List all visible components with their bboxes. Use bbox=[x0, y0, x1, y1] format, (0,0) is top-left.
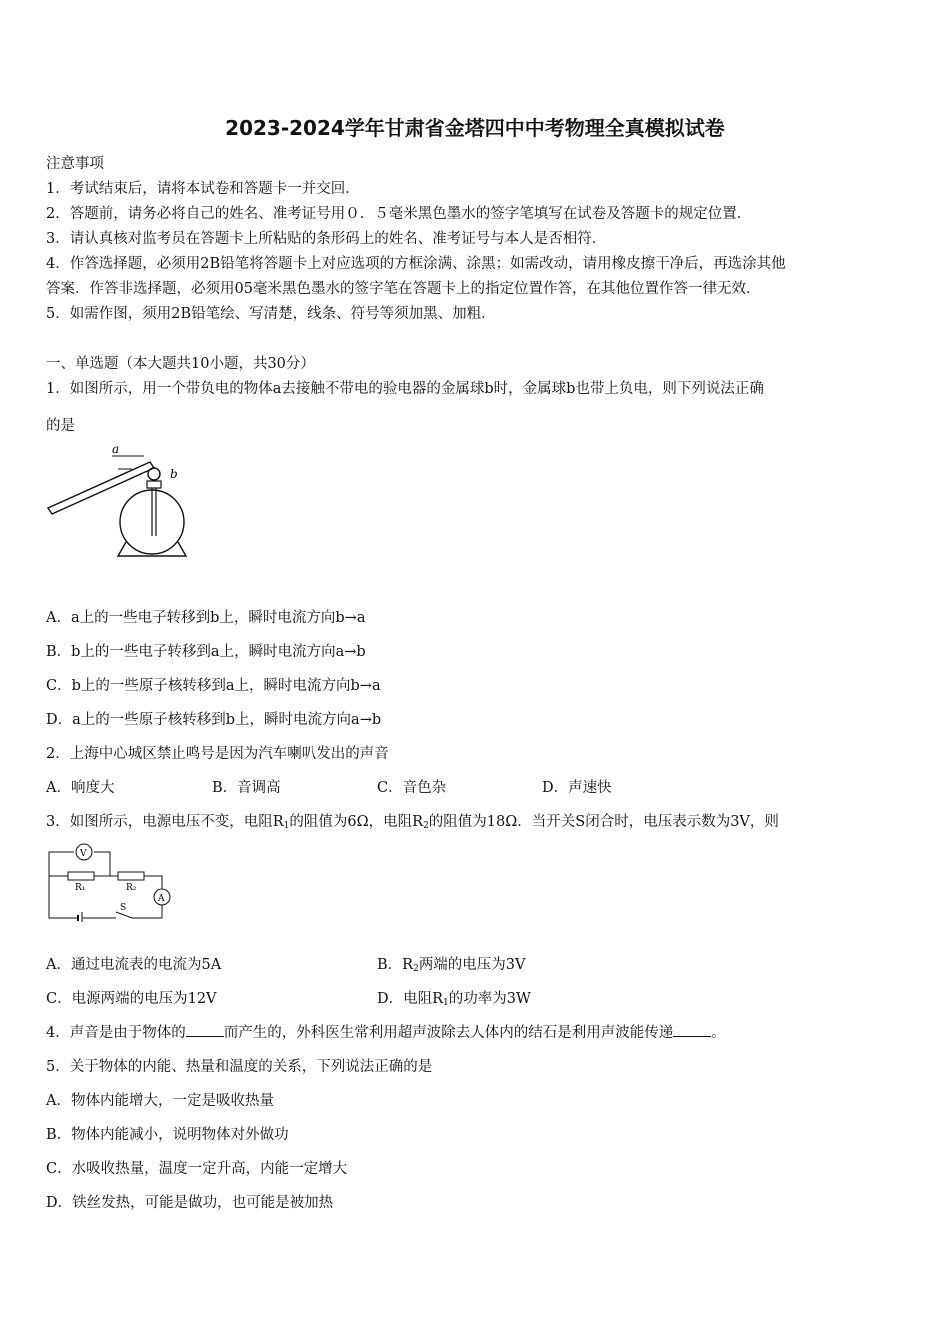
svg-text:R₂: R₂ bbox=[126, 883, 137, 893]
q5-option-d: D．铁丝发热，可能是做功，也可能是被加热 bbox=[46, 1195, 334, 1211]
q3-option-a: A．通过电流表的电流为5A bbox=[46, 957, 222, 973]
q2-option-a: A．响度大 bbox=[46, 780, 115, 796]
q2-option-d: D．声速快 bbox=[542, 780, 612, 796]
svg-text:V: V bbox=[80, 849, 87, 859]
q3-option-c: C．电源两端的电压为12V bbox=[46, 991, 217, 1007]
label-a: a bbox=[112, 442, 120, 456]
note-item: 1．考试结束后，请将本试卷和答题卡一并交回． bbox=[46, 181, 360, 197]
q5-option-a: A．物体内能增大，一定是吸收热量 bbox=[46, 1093, 274, 1109]
stopper bbox=[147, 481, 161, 488]
q4-stem: 4．声音是由于物体的 而产生的，外科医生常利用超声波除去人体内的结石是利用声波能传递 。 bbox=[46, 1025, 726, 1041]
resistor-r1 bbox=[68, 872, 94, 880]
circuit-figure bbox=[46, 840, 176, 922]
q1-option-d: D．a上的一些原子核转移到b上，瞬时电流方向a→b bbox=[46, 712, 382, 728]
answer-blank bbox=[673, 1024, 711, 1037]
note-item: 4．作答选择题，必须用2B铅笔将答题卡上对应选项的方框涂满、涂黑；如需改动，请用橡皮擦干净后，再选涂其他 bbox=[46, 256, 786, 272]
q1-stem-cont: 的是 bbox=[46, 418, 75, 434]
q1-stem: 1．如图所示，用一个带负电的物体a去接触不带电的验电器的金属球b时，金属球b也带上负电，则下列说法正确 bbox=[46, 381, 764, 397]
q5-stem: 5．关于物体的内能、热量和温度的关系，下列说法正确的是 bbox=[46, 1059, 433, 1075]
svg-text:S: S bbox=[120, 903, 127, 913]
notes-heading: 注意事项 bbox=[46, 156, 104, 172]
q2-stem: 2．上海中心城区禁止鸣号是因为汽车喇叭发出的声音 bbox=[46, 746, 389, 762]
q3-option-d: D．电阻$R_1$的功率为3W bbox=[377, 991, 531, 1008]
q1-option-c: C．b上的一些原子核转移到a上，瞬时电流方向b→a bbox=[46, 678, 381, 694]
resistor-r2 bbox=[118, 872, 144, 880]
q3-stem: 3．如图所示，电源电压不变，电阻$R_1$的阻值为6Ω，电阻$R_2$的阻值为18Ω．当开关S闭合时，电压表示数为3V，则 bbox=[46, 814, 779, 831]
answer-blank bbox=[186, 1024, 224, 1037]
charged-rod bbox=[48, 462, 154, 514]
metal-ball bbox=[148, 468, 160, 480]
electroscope-figure bbox=[46, 440, 196, 565]
q1-option-a: A．a上的一些电子转移到b上，瞬时电流方向b→a bbox=[46, 610, 366, 626]
note-item: 5．如需作图，须用2B铅笔绘、写清楚，线条、符号等须加黑、加粗． bbox=[46, 306, 496, 322]
note-item: 3．请认真核对监考员在答题卡上所粘贴的条形码上的姓名、准考证号与本人是否相符． bbox=[46, 231, 607, 247]
q2-option-c: C．音色杂 bbox=[377, 780, 447, 796]
q3-option-b: B．$R_2$两端的电压为3V bbox=[377, 957, 526, 974]
q5-option-b: B．物体内能减小，说明物体对外做功 bbox=[46, 1127, 289, 1143]
svg-text:R₁: R₁ bbox=[75, 883, 86, 893]
svg-text:A: A bbox=[158, 894, 165, 904]
q1-option-b: B．b上的一些电子转移到a上，瞬时电流方向a→b bbox=[46, 644, 366, 660]
q5-option-c: C．水吸收热量，温度一定升高，内能一定增大 bbox=[46, 1161, 348, 1177]
section-heading: 一、单选题（本大题共10小题，共30分） bbox=[46, 356, 315, 372]
note-item: 2．答题前，请务必将自己的姓名、准考证号用０．５毫米黑色墨水的签字笔填写在试卷及答题卡的规定位置． bbox=[46, 206, 752, 222]
label-b: b bbox=[170, 467, 178, 481]
note-item: 答案．作答非选择题，必须用05毫米黑色墨水的签字笔在答题卡上的指定位置作答，在其他位置作答一律无效． bbox=[46, 281, 761, 297]
page-title: 2023-2024学年甘肃省金塔四中中考物理全真模拟试卷 bbox=[225, 116, 725, 140]
q2-option-b: B．音调高 bbox=[212, 780, 281, 796]
